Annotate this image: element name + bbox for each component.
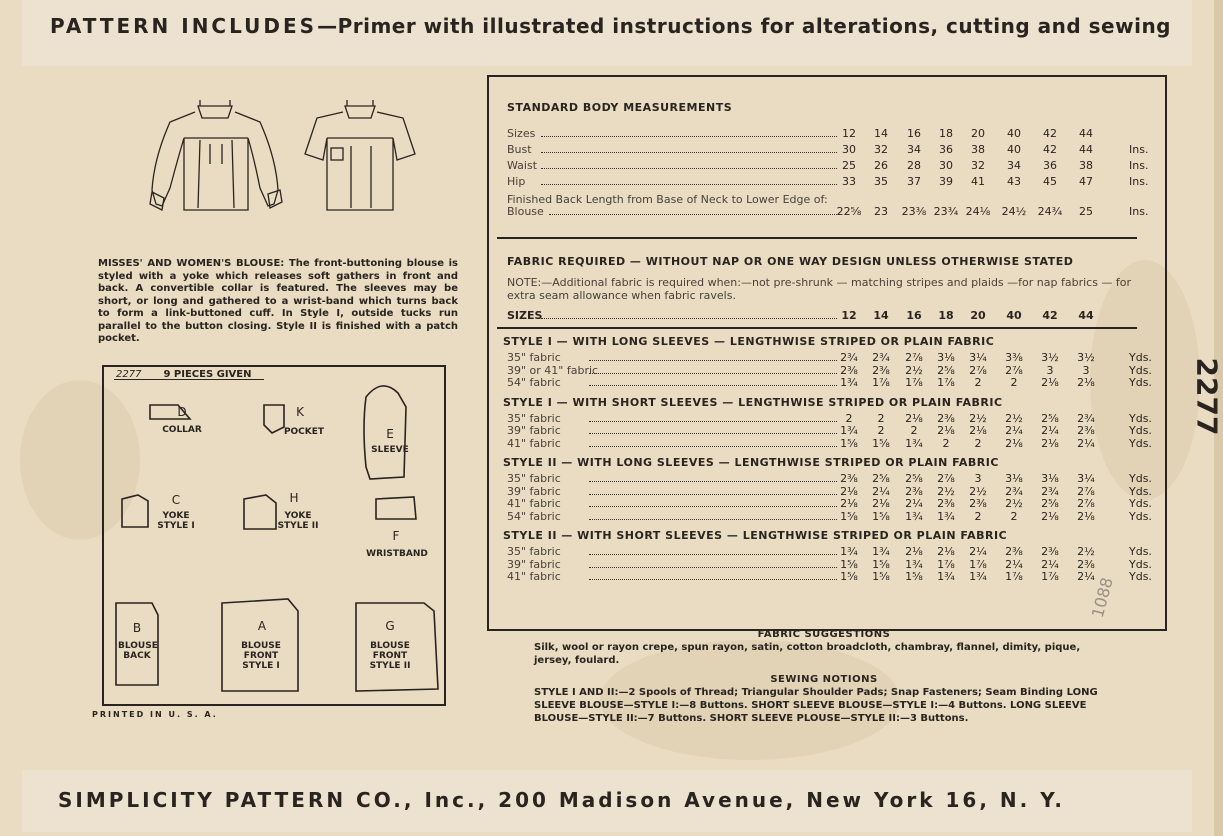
row-value: 2¾ <box>872 351 890 364</box>
row-value: 12 <box>841 309 857 322</box>
row-value: 1⅝ <box>872 436 890 450</box>
row-value: 1⅞ <box>905 376 923 389</box>
footer-company: SIMPLICITY PATTERN CO., Inc., 200 Madison Avenue, New York 16, N. Y. <box>58 788 1065 812</box>
row-value: 3⅛ <box>1005 472 1023 485</box>
row-label: Blouse <box>507 205 544 218</box>
row-value: 1⅝ <box>840 509 858 523</box>
row-value: 2⅜ <box>840 472 858 485</box>
measurement-chart <box>487 75 1167 631</box>
row-value: 2¾ <box>1005 484 1023 498</box>
piece-front-2-label: BLOUSE FRONT STYLE II <box>369 641 411 671</box>
row-value: 2⅛ <box>969 424 987 437</box>
row-value: 40 <box>1007 143 1021 156</box>
piece-front-1-label: BLOUSE FRONT STYLE I <box>241 641 281 671</box>
row-label: 54" fabric <box>507 509 561 523</box>
piece-sleeve: E <box>386 427 394 441</box>
dot-leader <box>589 570 837 580</box>
row-unit: Yds. <box>1129 570 1152 583</box>
suggestions-text: Silk, wool or rayon crepe, spun rayon, satin, cotton broadcloth, chambray, flannel, dimity, pique, jersey, foulard. <box>534 642 1081 666</box>
row-value: 3⅜ <box>1005 351 1023 364</box>
row-value: 2 <box>910 424 918 437</box>
row-unit: Yds. <box>1129 472 1152 485</box>
row-value: 25 <box>842 159 856 172</box>
row-value: 36 <box>1043 159 1057 172</box>
row-value: 3½ <box>1077 351 1095 364</box>
row-label: 41" fabric <box>507 436 561 450</box>
row-value: 18 <box>938 309 954 322</box>
row-value: 40 <box>1006 309 1022 322</box>
row-unit: Yds. <box>1129 497 1152 510</box>
fabric-title: FABRIC REQUIRED — WITHOUT NAP OR ONE WAY DESIGN UNLESS OTHERWISE STATED <box>507 255 1074 268</box>
row-value: 3¼ <box>969 351 987 364</box>
row-value: 1¾ <box>872 545 890 558</box>
row-value: 2¼ <box>1005 557 1023 571</box>
row-value: 2 <box>877 411 885 425</box>
pattern-number: 2277 <box>1190 357 1223 436</box>
row-value: 2⅜ <box>1077 557 1095 571</box>
row-unit: Yds. <box>1129 351 1152 364</box>
row-label: Hip <box>507 175 526 188</box>
handwritten-number: 1088 <box>1087 575 1117 620</box>
row-value: 42 <box>1042 309 1058 322</box>
dot-leader <box>589 558 837 568</box>
row-unit: Yds. <box>1129 363 1152 377</box>
row-value: 16 <box>906 309 922 322</box>
pieces-title: 9 PIECES GIVEN <box>163 369 252 380</box>
row-value: 44 <box>1078 309 1094 322</box>
row-value: 2¼ <box>905 497 923 510</box>
row-value: 2⅜ <box>905 484 923 498</box>
row-value: 25 <box>1079 205 1093 218</box>
row-value: 24⅛ <box>965 205 991 218</box>
row-value: 32 <box>971 159 985 172</box>
row-label: 41" fabric <box>507 497 561 510</box>
header-lead: PATTERN INCLUDES <box>50 14 318 38</box>
row-value: 2¾ <box>1041 484 1059 498</box>
notions-title: SEWING NOTIONS <box>770 674 878 685</box>
row-value: 2⅛ <box>905 411 923 425</box>
dot-leader <box>589 364 837 374</box>
row-value: 38 <box>971 143 985 156</box>
notions-text: STYLE I AND II:—2 Spools of Thread; Triangular Shoulder Pads; Snap Fasteners; Seam Binding LONG SLEEVE BLOUSE—STYLE I:—8 Buttons. SHORT SLEEVE BLOUSE—STYLE I:—4 Buttons. LONG SLEEVE BLOUSE—STYLE II:—7 Buttons. SHORT SLEEVE PLOUSE—STYLE II:—3 Buttons. <box>534 687 1098 724</box>
row-value: 2½ <box>969 484 987 498</box>
row-value: 2⅜ <box>872 363 890 377</box>
row-value: 42 <box>1043 143 1057 156</box>
row-value: 2⅛ <box>1077 509 1095 523</box>
row-value: 2⅞ <box>1005 363 1023 377</box>
row-value: 23⅜ <box>901 205 927 218</box>
back-length-label: Finished Back Length from Base of Neck to Lower Edge of: <box>507 193 828 206</box>
row-value: 1¾ <box>905 436 923 450</box>
row-value: 1¾ <box>937 570 955 583</box>
row-unit: Ins. <box>1129 159 1149 172</box>
row-value: 1¾ <box>840 545 858 558</box>
row-value: 2 <box>974 376 982 389</box>
row-value: 3⅛ <box>1041 472 1059 485</box>
divider <box>497 237 1137 239</box>
row-value: 2¼ <box>1005 424 1023 437</box>
row-value: 1⅝ <box>872 557 890 571</box>
fabric-note: NOTE:—Additional fabric is required when:—not pre-shrunk — matching stripes and plaids —for nap fabrics — for extra seam allowance when fabric ravels. <box>507 276 1132 302</box>
row-value: 2¼ <box>1041 424 1059 437</box>
row-unit: Yds. <box>1129 484 1152 498</box>
divider <box>497 327 1137 329</box>
row-label: 35" fabric <box>507 545 561 558</box>
row-value: 1⅞ <box>1041 570 1059 583</box>
row-value: 2½ <box>1005 497 1023 510</box>
row-value: 20 <box>970 309 986 322</box>
row-value: 42 <box>1043 127 1057 140</box>
row-value: 2⅝ <box>872 472 890 485</box>
row-unit: Ins. <box>1129 205 1149 218</box>
row-unit: Yds. <box>1129 424 1152 437</box>
row-value: 2⅛ <box>937 424 955 437</box>
row-value: 2⅜ <box>1041 545 1059 558</box>
row-label: 39" fabric <box>507 484 561 498</box>
dot-leader <box>589 376 837 386</box>
row-value: 1⅝ <box>840 557 858 571</box>
dot-leader <box>589 545 837 555</box>
row-label: 39" or 41" fabric <box>507 363 599 377</box>
row-value: 2⅞ <box>1077 484 1095 498</box>
row-value: 1⅝ <box>840 436 858 450</box>
piece-collar: D <box>177 405 187 419</box>
row-value: 1¾ <box>840 376 858 389</box>
piece-back-label: BLOUSE BACK <box>118 641 158 661</box>
row-unit: Yds. <box>1129 411 1152 425</box>
row-value: 1¾ <box>969 570 987 583</box>
row-value: 3 <box>1046 363 1054 377</box>
dot-leader <box>589 351 837 361</box>
row-label: 54" fabric <box>507 376 561 389</box>
dot-leader <box>589 497 837 507</box>
row-value: 2 <box>974 436 982 450</box>
dot-leader <box>541 127 837 137</box>
piece-sleeve-label: SLEEVE <box>371 445 409 455</box>
style-title: STYLE II — WITH LONG SLEEVES — LENGTHWISE STRIPED OR PLAIN FABRIC <box>503 456 999 469</box>
dot-leader <box>589 412 837 422</box>
dot-leader <box>589 510 837 520</box>
row-value: 36 <box>939 143 953 156</box>
dot-leader <box>549 205 837 215</box>
row-unit: Yds. <box>1129 436 1152 450</box>
row-value: 16 <box>907 127 921 140</box>
row-unit: Ins. <box>1129 143 1149 156</box>
row-unit: Yds. <box>1129 376 1152 389</box>
row-value: 2¼ <box>872 484 890 498</box>
row-value: 1¾ <box>937 509 955 523</box>
suggestions-title: FABRIC SUGGESTIONS <box>757 629 891 640</box>
row-label: Bust <box>507 143 532 156</box>
row-value: 1⅞ <box>872 376 890 389</box>
row-value: 24¾ <box>1037 205 1063 218</box>
row-value: 1⅝ <box>905 570 923 583</box>
row-value: 2⅝ <box>905 472 923 485</box>
style-title: STYLE I — WITH LONG SLEEVES — LENGTHWISE STRIPED OR PLAIN FABRIC <box>503 335 995 348</box>
row-value: 2⅛ <box>840 497 858 510</box>
row-value: 2⅜ <box>1077 424 1095 437</box>
row-value: 22⅝ <box>836 205 862 218</box>
row-value: 2⅜ <box>937 411 955 425</box>
row-value: 2⅛ <box>1041 376 1059 389</box>
row-value: 23 <box>874 205 888 218</box>
row-value: 2½ <box>1005 411 1023 425</box>
fabric-suggestions <box>534 628 1114 725</box>
row-value: 23¾ <box>933 205 959 218</box>
row-value: 2½ <box>937 484 955 498</box>
style-title: STYLE II — WITH SHORT SLEEVES — LENGTHWISE STRIPED OR PLAIN FABRIC <box>503 529 1008 542</box>
row-value: 1⅞ <box>937 376 955 389</box>
blouse-description: MISSES' AND WOMEN'S BLOUSE: The front-buttoning blouse is styled with a yoke which releases soft gathers in front and back. A convertible collar is featured. The sleeves may be short, or long and gathered to a wrist-band which turns back to form a link-buttoned cuff. In Style I, outside tucks run parallel to the button closing. Style II is finished with a patch pocket. <box>98 258 458 344</box>
row-value: 44 <box>1079 127 1093 140</box>
row-value: 2½ <box>905 363 923 377</box>
piece-back: B <box>132 621 142 635</box>
row-value: 2⅛ <box>840 484 858 498</box>
row-value: 2⅜ <box>840 363 858 377</box>
piece-yoke-2: H <box>289 491 299 505</box>
dot-leader <box>541 159 837 169</box>
row-value: 2⅛ <box>937 545 955 558</box>
pieces-number: 2277 <box>116 369 142 380</box>
row-value: 30 <box>939 159 953 172</box>
row-value: 3¼ <box>1077 472 1095 485</box>
row-label: 35" fabric <box>507 411 561 425</box>
row-value: 2⅝ <box>937 363 955 377</box>
row-value: 14 <box>873 309 889 322</box>
row-value: 2¼ <box>1077 436 1095 450</box>
pattern-pieces-box <box>102 365 446 706</box>
row-value: 2⅛ <box>905 545 923 558</box>
row-value: 34 <box>907 143 921 156</box>
row-value: 18 <box>939 127 953 140</box>
row-value: 1⅞ <box>1005 570 1023 583</box>
row-value: 2 <box>877 424 885 437</box>
row-value: 2⅛ <box>1041 436 1059 450</box>
blouse-illustrations <box>140 98 430 228</box>
row-value: 2⅛ <box>1077 376 1095 389</box>
row-value: 39 <box>939 175 953 188</box>
row-value: 37 <box>907 175 921 188</box>
row-value: 30 <box>842 143 856 156</box>
row-value: 2½ <box>1077 545 1095 558</box>
row-value: 20 <box>971 127 985 140</box>
printed-in-usa: PRINTED IN U. S. A. <box>92 710 218 719</box>
row-value: 3 <box>1082 363 1090 377</box>
row-label: Waist <box>507 159 538 172</box>
style-title: STYLE I — WITH SHORT SLEEVES — LENGTHWISE STRIPED OR PLAIN FABRIC <box>503 395 1003 409</box>
row-value: 2¼ <box>1041 557 1059 571</box>
row-value: 2⅜ <box>969 497 987 510</box>
row-value: 44 <box>1079 143 1093 156</box>
piece-collar-label: COLLAR <box>162 425 202 435</box>
dot-leader <box>541 309 837 319</box>
row-value: 1⅝ <box>840 570 858 583</box>
row-value: 28 <box>907 159 921 172</box>
row-value: 2¾ <box>1077 411 1095 425</box>
row-value: 26 <box>874 159 888 172</box>
piece-wristband-label: WRISTBAND <box>366 549 428 559</box>
dot-leader <box>541 143 837 153</box>
row-value: 33 <box>842 175 856 188</box>
piece-pocket: K <box>296 405 304 419</box>
row-value: 38 <box>1079 159 1093 172</box>
row-value: 1¾ <box>840 424 858 437</box>
row-value: 1⅝ <box>872 570 890 583</box>
row-value: 43 <box>1007 175 1021 188</box>
row-value: 2⅜ <box>937 497 955 510</box>
row-label: 35" fabric <box>507 351 561 364</box>
row-unit: Yds. <box>1129 545 1152 558</box>
row-value: 3 <box>974 472 982 485</box>
row-unit: Yds. <box>1129 557 1152 571</box>
row-label: 39" fabric <box>507 424 561 437</box>
dot-leader <box>589 485 837 495</box>
row-value: 2½ <box>969 411 987 425</box>
row-value: 3⅛ <box>937 351 955 364</box>
dot-leader <box>589 437 837 447</box>
row-value: 40 <box>1007 127 1021 140</box>
row-value: 2 <box>845 411 853 425</box>
piece-yoke-1-label: YOKE STYLE I <box>157 511 195 531</box>
row-value: 34 <box>1007 159 1021 172</box>
dot-leader <box>541 175 837 185</box>
row-label: Sizes <box>507 127 536 140</box>
row-value: 32 <box>874 143 888 156</box>
piece-front-2: G <box>385 619 395 633</box>
row-value: 2¾ <box>840 351 858 364</box>
dot-leader <box>589 424 837 434</box>
row-value: 1¾ <box>905 509 923 523</box>
row-value: 2⅝ <box>1041 411 1059 425</box>
row-value: 41 <box>971 175 985 188</box>
header-rest: —Primer with illustrated instructions for alterations, cutting and sewing <box>317 14 1171 38</box>
row-label: 39" fabric <box>507 557 561 571</box>
row-value: 2⅞ <box>905 351 923 364</box>
piece-yoke-2-label: YOKE STYLE II <box>277 511 319 531</box>
row-value: 1⅞ <box>969 557 987 571</box>
row-value: 2 <box>974 509 982 523</box>
header-title <box>50 14 1171 38</box>
dot-leader <box>589 472 837 482</box>
row-value: 12 <box>842 127 856 140</box>
row-value: 45 <box>1043 175 1057 188</box>
row-value: 1⅝ <box>872 509 890 523</box>
row-unit: Yds. <box>1129 509 1152 523</box>
row-unit: Ins. <box>1129 175 1149 188</box>
row-label: 35" fabric <box>507 472 561 485</box>
row-value: 2⅛ <box>1041 509 1059 523</box>
row-value: 14 <box>874 127 888 140</box>
row-label: 41" fabric <box>507 570 561 583</box>
row-value: 2 <box>1010 509 1018 523</box>
piece-yoke-1: C <box>171 493 181 507</box>
row-value: 35 <box>874 175 888 188</box>
row-value: 2⅝ <box>1041 497 1059 510</box>
row-value: 2⅞ <box>937 472 955 485</box>
row-value: 2¼ <box>1077 570 1095 583</box>
piece-pocket-label: POCKET <box>283 427 325 437</box>
row-value: 2⅛ <box>872 497 890 510</box>
piece-front-1: A <box>257 619 267 633</box>
row-value: 47 <box>1079 175 1093 188</box>
row-label: SIZES <box>507 309 543 322</box>
row-value: 2 <box>1010 376 1018 389</box>
row-value: 2⅞ <box>1077 497 1095 510</box>
row-value: 1¾ <box>905 557 923 571</box>
measurements-title: STANDARD BODY MEASUREMENTS <box>507 101 733 114</box>
row-value: 2¼ <box>969 545 987 558</box>
row-value: 1⅞ <box>937 557 955 571</box>
row-value: 2⅞ <box>969 363 987 377</box>
row-value: 3½ <box>1041 351 1059 364</box>
row-value: 2⅜ <box>1005 545 1023 558</box>
row-value: 24½ <box>1001 205 1027 218</box>
piece-wristband: F <box>392 529 400 543</box>
row-value: 2⅛ <box>1005 436 1023 450</box>
row-value: 2 <box>942 436 950 450</box>
